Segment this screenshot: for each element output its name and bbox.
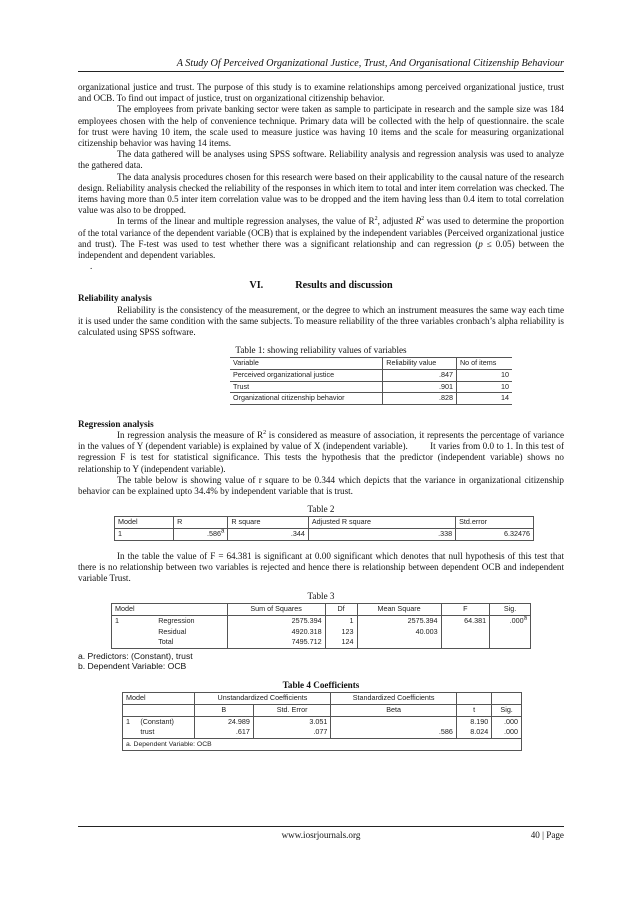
table-cell: Regression: [155, 616, 227, 627]
table-cell: 1: [325, 616, 357, 627]
reliability-heading: Reliability analysis: [78, 293, 152, 304]
table-cell: trust: [137, 727, 194, 738]
superscript: 2: [374, 216, 378, 223]
paragraph: The data gathered will be analyses using SPSS software. Reliability analysis and regression analysis was used to analyze the gathered data.: [78, 149, 564, 171]
table-header-row: [115, 517, 534, 529]
table-cell: 6.32476: [456, 529, 534, 541]
table-subheader-row: [123, 705, 522, 717]
body-content: [78, 82, 567, 751]
table-cell: 1: [115, 529, 174, 541]
r-value: .586: [207, 529, 221, 539]
table-cell: 8.190: [456, 716, 491, 727]
table-header-cell: Beta: [331, 705, 457, 717]
section-heading: [78, 280, 564, 291]
running-head: A Study Of Perceived Organizational Justice, Trust, And Organisational Citizenship Behaviour: [78, 58, 564, 72]
table-header-cell: Sum of Squares: [227, 604, 325, 616]
table3-caption: Table 3: [307, 591, 335, 602]
table-cell: 10: [456, 370, 512, 382]
journal-site: www.iosrjournals.org: [281, 830, 361, 840]
table-header-cell: R square: [228, 517, 309, 529]
table-cell: [441, 637, 490, 648]
table-header-cell: [456, 693, 491, 705]
table-cell: [112, 637, 156, 648]
table-row: [123, 716, 522, 727]
section-number: VI.: [249, 280, 264, 292]
table-cell: 123: [325, 627, 357, 638]
table-header-cell: Mean Square: [357, 604, 441, 616]
table-cell: .344: [228, 529, 309, 541]
table-header-cell: Standardized Coefficients: [331, 693, 457, 705]
table-header-cell: Adjusted R square: [308, 517, 455, 529]
table-row: [230, 393, 512, 405]
paragraph-regression-terms: [78, 216, 564, 261]
table-cell: 2575.394: [357, 616, 441, 627]
table-cell: Organizational citizenship behavior: [230, 393, 383, 405]
table-header-cell: Df: [325, 604, 357, 616]
table-cell: 2575.394: [227, 616, 325, 627]
table-row: [115, 529, 534, 541]
superscript: a: [523, 615, 527, 622]
table-header-cell: Unstandardized Coefficients: [194, 693, 331, 705]
table-cell: [123, 727, 138, 738]
table-header-cell: [155, 604, 227, 616]
table-cell: 64.381: [441, 616, 490, 627]
regression-paragraph: [78, 430, 567, 475]
table-cell: 4920.318: [227, 627, 325, 638]
text-span: In terms of the linear and multiple regression analyses, the value of R: [117, 216, 375, 227]
table-cell: [123, 705, 138, 717]
table-header-cell: F: [441, 604, 490, 616]
superscript: 2: [421, 216, 425, 223]
text-span: is considered as measure of association, it represents the percentage of variance in the values of Y (dependent variable) is explained by value of X (independent variable). It varies from 0.0 to 1. In this test of regression F is test for statistical significance. This tests the hypothesis that the predictor (independent variable) shows no relationship to Y (independent variable).: [78, 430, 567, 474]
table-row: [112, 637, 531, 648]
table-cell: [441, 627, 490, 638]
table-header-cell: [492, 693, 522, 705]
table2-caption: Table 2: [307, 504, 335, 515]
table2-model-summary: [114, 516, 534, 540]
paragraph: The data analysis procedures chosen for this research were based on their applicability to the causal nature of the research design. Reliability analysis checked the reliability of the responses in which item to total and inter item correlation was checked. The items having more than 0.5 inter item correlation value was to be dropped and the item having less than 0.4 item to total correlation value was also to be dropped.: [78, 171, 564, 216]
table-cell: 7495.712: [227, 637, 325, 648]
table-cell: .000: [492, 727, 522, 738]
table-header-cell: Sig.: [490, 604, 531, 616]
table-header-row: [230, 358, 512, 370]
table-header-cell: Model: [112, 604, 156, 616]
paragraph: organizational justice and trust. The purpose of this study is to examine relationships among perceived organizational justice, trust and OCB. To find out impact of justice, trust on organizational citizenship behavior.: [78, 82, 564, 104]
page-number: 40 | Page: [530, 830, 564, 840]
table4-caption: Table 4 Coefficients: [282, 680, 360, 691]
table-header-cell: B: [194, 705, 253, 717]
superscript: a: [221, 528, 225, 535]
table-footnote-row: [123, 738, 522, 751]
paragraph: The employees from private banking sector were taken as sample to participate in research and the sample size was 184 employees chosen with the help of convenience technique. Primary data will be collected with the help of questionnaire. the scale for trust were having 10 item, the scale used to measure justice was having 10 items and the scale for measuring organizational citizenship behavior was having 14 items.: [78, 104, 564, 149]
table-row: [230, 381, 512, 393]
table-cell: 1: [123, 716, 138, 727]
table-cell: Total: [155, 637, 227, 648]
table-cell: .828: [383, 393, 457, 405]
table-footnote: a. Dependent Variable: OCB: [126, 740, 212, 748]
table3-anova: [111, 603, 531, 648]
table-cell: .338: [308, 529, 455, 541]
table-cell: 1: [115, 616, 119, 626]
table-cell: [174, 529, 228, 541]
table-header-cell: Model: [123, 693, 195, 705]
table-note: a. Predictors: (Constant), trust: [78, 650, 193, 661]
table-header-cell: Model: [115, 517, 174, 529]
table-header-cell: Std.error: [456, 517, 534, 529]
table-cell: .077: [253, 727, 330, 738]
italic-r: R: [415, 216, 422, 227]
table-cell: 8.024: [456, 727, 491, 738]
table-header-cell: Sig.: [492, 705, 522, 717]
table-cell: .847: [383, 370, 457, 382]
italic-p: p: [478, 238, 483, 249]
table-cell: .617: [194, 727, 253, 738]
regression-paragraph: The table below is showing value of r square to be 0.344 which depicts that the variance in organizational citizenship behavior can be explained upto 34.4% by independent variable that is trust.: [78, 474, 564, 497]
text-span: , adjusted: [377, 216, 416, 227]
section-title: Results and discussion: [295, 280, 393, 292]
table-header-cell: t: [456, 705, 491, 717]
text-span: was used to determine the proportion of the total variance of the dependent variable (OCB) that is explained by the independent variables (Perceived organizational justice and trust). The F-test was used to test whether there was a significant relationship and can regression (: [78, 216, 564, 249]
table-cell: Perceived organizational justice: [230, 370, 383, 382]
table-cell: 14: [456, 393, 512, 405]
table-cell: [357, 637, 441, 648]
table1-caption: Table 1: showing reliability values of variables: [235, 345, 407, 356]
table-header-row: [112, 604, 531, 616]
superscript: 2: [263, 430, 267, 436]
table3-notes: [78, 651, 564, 671]
table-cell: .000: [492, 716, 522, 727]
table-header-cell: Reliability value: [383, 358, 457, 370]
table-cell: .901: [383, 381, 457, 393]
table-row: [230, 370, 512, 382]
table-cell: (Constant): [137, 716, 194, 727]
table-cell: Trust: [230, 381, 383, 393]
table-cell: 40.003: [357, 627, 441, 638]
table-row: [112, 627, 531, 638]
regression-heading: Regression analysis: [78, 418, 154, 429]
table-header-cell: R: [174, 517, 228, 529]
table-header-cell: Variable: [230, 358, 383, 370]
table-cell: 24.989: [194, 716, 253, 727]
stray-dot: .: [90, 261, 93, 272]
table-row: [112, 616, 531, 627]
table-header-cell: Std. Error: [253, 705, 330, 717]
table4-coefficients: [122, 692, 522, 751]
table-cell: [137, 705, 194, 717]
table-header-cell: No of items: [456, 358, 512, 370]
table-cell: 10: [456, 381, 512, 393]
table-cell: [490, 637, 531, 648]
table-cell: [490, 627, 531, 638]
text-span: In regression analysis the measure of R: [117, 430, 264, 441]
table-cell: 3.051: [253, 716, 330, 727]
table-cell: [490, 616, 531, 627]
table-note: b. Dependent Variable: OCB: [78, 661, 187, 672]
sig-value: .000: [509, 616, 524, 626]
table-row: [123, 727, 522, 738]
page-footer: [78, 826, 564, 840]
table1-reliability: [230, 357, 512, 404]
table-cell: [331, 716, 457, 727]
table-cell: 124: [325, 637, 357, 648]
table-cell: .586: [331, 727, 457, 738]
table-cell: [112, 627, 156, 638]
text-span: ≤ 0.05) between the independent and dependent variables.: [78, 238, 564, 261]
table-cell: Residual: [155, 627, 227, 638]
reliability-paragraph: Reliability is the consistency of the measurement, or the degree to which an instrument measures the same way each time it is used under the same condition with the same subjects. To measure reliability of the three variables cronbach’s alpha reliability is calculated using SPSS software.: [78, 304, 564, 338]
ftest-paragraph: In the table the value of F = 64.381 is significant at 0.00 significant which denotes that null hypothesis of this test that there is no relationship between two variables is rejected and hence there is relationship between dependent OCB and independent variable Trust.: [78, 550, 564, 584]
